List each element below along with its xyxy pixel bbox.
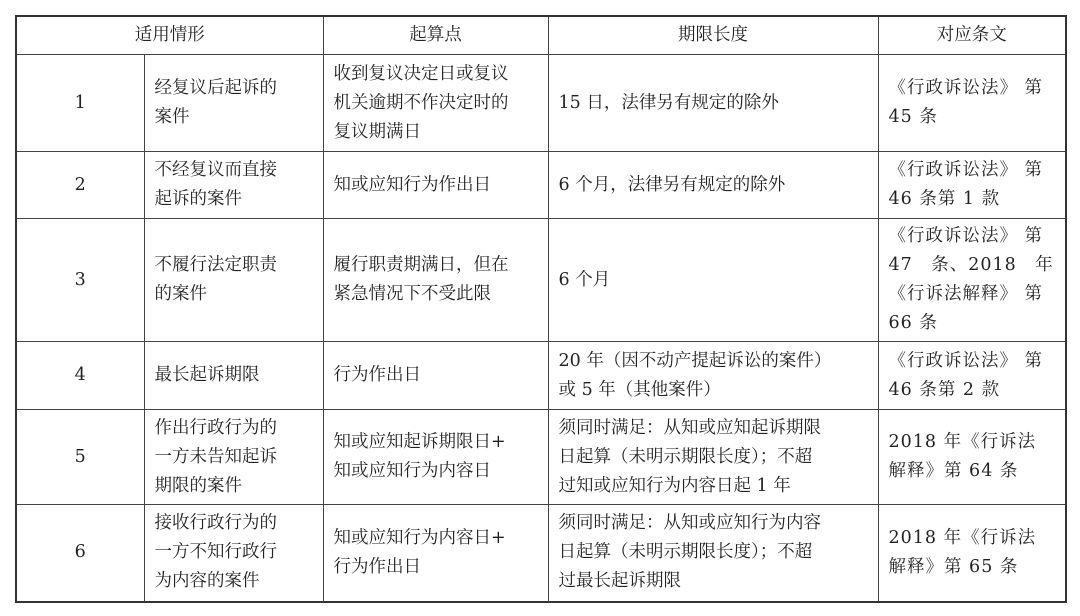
period-cell (548, 152, 878, 219)
start-point-cell (323, 410, 548, 505)
period-cell-line: 20 年（因不动产提起诉讼的案件） (558, 350, 832, 371)
law-cell-line: 46 条第 2 款 (888, 379, 1001, 400)
start-point-cell-line: 知或应知起诉期限日+ (333, 432, 506, 452)
law-cell-line: 《行政诉讼法》 第 (888, 350, 1044, 371)
law-cell-line: 46 条第 1 款 (888, 189, 1001, 209)
header-period: 期限长度 (548, 16, 878, 55)
header-law: 对应条文 (878, 16, 1066, 55)
period-cell-line: 须同时满足：从知或应知起诉期限 (558, 417, 821, 438)
period-cell-line: 过知或应知行为内容日起 1 年 (558, 475, 791, 496)
start-point-cell-line: 行为作出日 (333, 365, 421, 385)
row-number: 4 (16, 342, 144, 410)
start-point-cell-line: 机关逾期不作决定时的 (333, 92, 509, 113)
law-cell-line: 《行政诉讼法》 第 (888, 160, 1044, 180)
start-point-cell (323, 55, 548, 152)
start-point-cell-line: 复议期满日 (333, 121, 421, 142)
header-row (16, 16, 1066, 55)
situation-cell (144, 342, 323, 410)
start-point-cell (323, 219, 548, 342)
situation-cell-line: 一方未告知起诉 (154, 446, 277, 467)
period-cell-line: 6 个月，法律另有规定的除外 (558, 174, 786, 195)
law-cell (878, 410, 1066, 505)
table-row (16, 342, 1066, 410)
situation-cell (144, 219, 323, 342)
period-cell (548, 410, 878, 505)
situation-cell-line: 起诉的案件 (154, 189, 242, 209)
start-point-cell-line: 行为作出日 (333, 556, 421, 577)
law-cell (878, 219, 1066, 342)
situation-cell (144, 410, 323, 505)
situation-cell-line: 不经复议而直接 (154, 160, 277, 180)
start-point-cell-line: 知或应知行为内容日+ (333, 527, 506, 548)
law-cell-line: 《行政诉讼法》 第 (888, 226, 1044, 246)
start-point-cell-line: 履行职责期满日，但在 (333, 255, 509, 275)
period-cell (548, 342, 878, 410)
situation-cell (144, 505, 323, 602)
start-point-cell-line: 知或应知行为作出日 (333, 174, 491, 195)
situation-cell-line: 的案件 (154, 284, 207, 304)
table-row (16, 55, 1066, 152)
header-start-point: 起算点 (323, 16, 548, 55)
start-point-cell (323, 505, 548, 602)
start-point-cell-line: 知或应知行为内容日 (333, 461, 491, 481)
period-cell-line: 日起算（未明示期限长度）；不超 (558, 542, 813, 563)
law-cell-line: 2018 年《行诉法 (888, 432, 1037, 452)
table-row (16, 152, 1066, 219)
period-cell (548, 55, 878, 152)
situation-cell-line: 经复议后起诉的 (154, 78, 277, 98)
period-cell-line: 日起算（未明示期限长度）；不超 (558, 446, 813, 467)
period-cell-line: 须同时满足：从知或应知行为内容 (558, 513, 821, 534)
situation-cell-line: 接收行政行为的 (154, 513, 277, 534)
table-row (16, 219, 1066, 342)
start-point-cell-line: 紧急情况下不受此限 (333, 284, 491, 304)
law-cell-line: 解释》第 65 条 (888, 556, 1019, 577)
situation-cell-line: 期限的案件 (154, 475, 242, 496)
law-cell (878, 55, 1066, 152)
start-point-cell (323, 152, 548, 219)
period-cell-line: 15 日，法律另有规定的除外 (558, 92, 779, 113)
period-cell-line: 或 5 年（其他案件） (558, 379, 721, 400)
period-cell (548, 219, 878, 342)
period-cell-line: 过最长起诉期限 (558, 571, 681, 592)
situation-cell (144, 152, 323, 219)
row-number: 3 (16, 219, 144, 342)
situation-cell-line: 最长起诉期限 (154, 365, 260, 385)
law-cell (878, 152, 1066, 219)
start-point-cell-line: 收到复议决定日或复议 (333, 63, 509, 84)
situation-cell-line: 案件 (154, 107, 190, 127)
row-number: 5 (16, 410, 144, 505)
start-point-cell (323, 342, 548, 410)
law-cell (878, 342, 1066, 410)
header-situation: 适用情形 (16, 16, 323, 55)
row-number: 2 (16, 152, 144, 219)
law-cell-line: 《行诉法解释》 第 (888, 284, 1044, 304)
law-cell-line: 2018 年《行诉法 (888, 527, 1037, 548)
situation-cell-line: 作出行政行为的 (154, 417, 277, 438)
table-row (16, 505, 1066, 602)
period-cell-line: 6 个月 (558, 269, 611, 290)
row-number: 1 (16, 55, 144, 152)
law-cell-line: 45 条 (888, 107, 938, 127)
row-number: 6 (16, 505, 144, 602)
situation-cell-line: 为内容的案件 (154, 571, 260, 592)
time-limit-table (15, 15, 1067, 603)
law-cell-line: 47 条、2018 年 (888, 255, 1054, 275)
law-cell-line: 《行政诉讼法》 第 (888, 78, 1044, 98)
period-cell (548, 505, 878, 602)
law-cell-line: 解释》第 64 条 (888, 461, 1019, 481)
situation-cell-line: 不履行法定职责 (154, 255, 277, 275)
law-cell (878, 505, 1066, 602)
law-cell-line: 66 条 (888, 313, 938, 333)
situation-cell-line: 一方不知行政行 (154, 542, 277, 563)
table-row (16, 410, 1066, 505)
situation-cell (144, 55, 323, 152)
